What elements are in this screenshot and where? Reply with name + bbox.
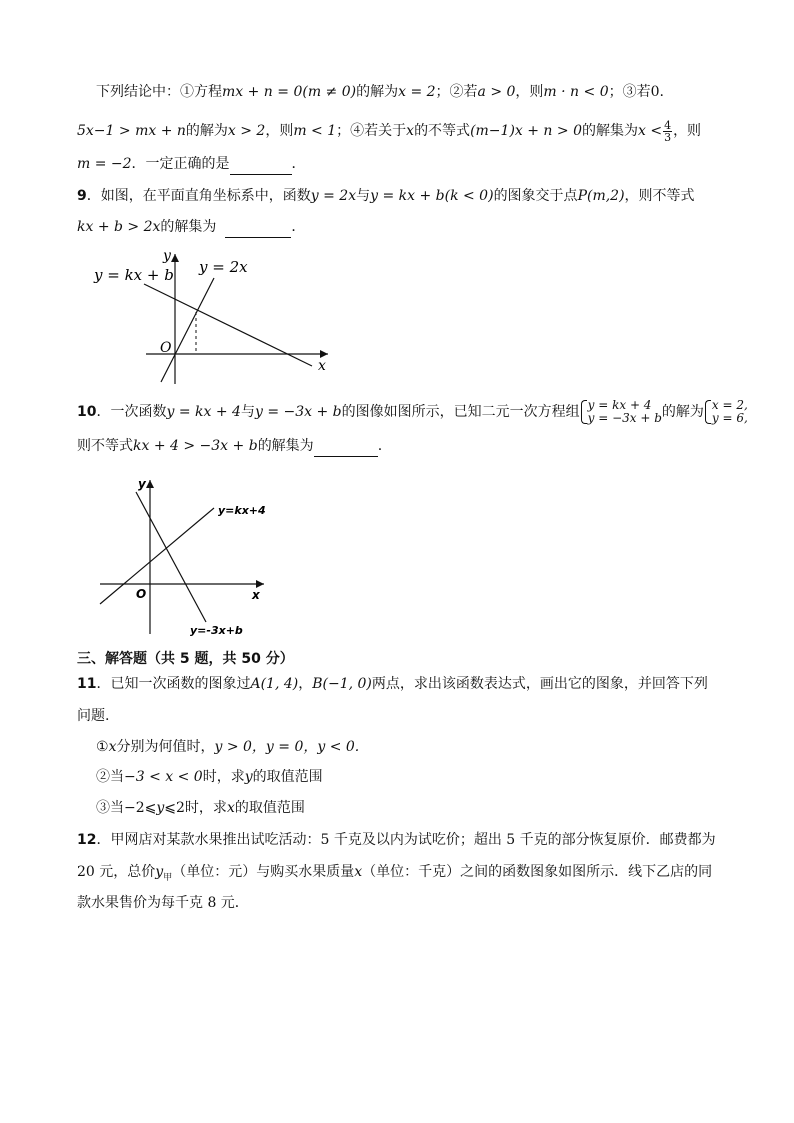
q11-text: 两点，求出该函数表达式，画出它的图象，并回答下列 [371,676,708,692]
q10-inequality: kx + 4 > −3x + b [133,438,258,454]
q8-line2 [77,118,701,144]
q9-text: 与 [356,188,371,204]
q10-text: . [377,438,383,454]
q11-variable: y [156,800,165,816]
origin-label: O [160,340,172,356]
fraction-denominator: 3 [664,130,672,144]
q11-item-3 [96,798,305,818]
q9-text: ，则不等式 [624,188,695,204]
answer-blank[interactable] [230,154,292,175]
q8-text: ；②若 [435,84,478,100]
q10-text: 的解集为 [257,438,314,454]
axis-x-label: x [252,588,260,602]
q10-text: 则不等式 [77,438,133,454]
q10-function-2: y = −3x + b [254,404,342,420]
label-kx-plus-4: y=kx+4 [218,504,266,517]
axis-y-label: y [163,250,171,264]
line-minus-3x-plus-b [136,492,206,622]
q12-subscript: 甲 [163,872,173,883]
question-number: 12 [77,832,97,848]
q8-text: 下列结论中：①方程 [96,84,222,100]
q11-variable: x [226,800,235,816]
solution-system [704,399,748,425]
x-axis-arrow [320,350,328,358]
q8-solution: x = 2 [398,84,436,100]
q8-text: ． [291,156,306,172]
q8-condition: a > 0 [477,84,516,100]
x-axis-arrow [256,580,264,588]
q8-text: 的解为 [185,123,228,139]
system-eq-2: y = −3x + b [587,411,662,425]
label-minus-3x-plus-b: y=-3x+b [190,624,243,637]
q11-text: ， [298,676,313,692]
q12-text: 20 元，总价 [77,864,156,880]
q10-text: 的解为 [661,404,704,420]
q11-range: −3 < x < 0 [124,769,203,785]
q10-text: 与 [240,404,255,420]
q10-text: 的图像如图所示，已知二元一次方程组 [341,404,580,420]
q8-text: ，则 [515,84,544,100]
q11-text: ②当 [96,769,124,785]
q8-inequality: 5x−1 > mx + n [77,123,186,139]
point-a: A(1, 4) [250,676,299,692]
equation-system [580,399,662,425]
q8-value: m = −2 [77,156,132,172]
q12-text: ．甲网店对某款水果推出试吃活动：5 千克及以内为试吃价；超出 5 千克的部分恢复原价．邮费都为 [96,832,716,848]
q9-inequality: kx + b > 2x [77,219,161,235]
q8-line1 [96,82,664,102]
y-axis-arrow [146,480,154,488]
q8-x-less-than: x < [637,123,663,139]
question-number: 9 [77,188,87,204]
q11-item-1 [96,737,359,757]
section-title: 三、解答题（共 5 题，共 50 分） [77,651,294,667]
q8-text: 的解集为 [581,123,638,139]
line-2x [161,278,214,382]
q9-point: P(m,2) [577,188,625,204]
answer-blank[interactable] [314,436,378,457]
q11-text: ⩽2时，求 [164,800,227,816]
axis-x-label: x [318,358,326,374]
q8-text: ．一定正确的是 [131,156,230,172]
q11-conditions: y > 0，y = 0，y < 0. [214,739,360,755]
q12-line1 [77,830,716,850]
q10-line1 [77,398,748,426]
q11-variable: y [244,769,253,785]
q10-function-1: y = kx + 4 [166,404,241,420]
label-2x: y = 2x [199,258,248,276]
q11-text: 时，求 [202,769,245,785]
q12-line2 [77,862,712,888]
label-kx-plus-b: y = kx + b [94,266,174,284]
y-axis-arrow [171,254,179,262]
q8-result: m < 1 [293,123,337,139]
q10-text: ．一次函数 [96,404,167,420]
q9-text: 的解集为 [160,219,217,235]
q9-function-1: y = 2x [310,188,357,204]
q12-variable: x [354,864,363,880]
q8-text: ；③若0. [608,84,664,100]
axis-y-label: y [138,477,146,491]
q11-text: ③当−2⩽ [96,800,157,816]
q8-text: ，则 [265,123,294,139]
q8-inequality-2: (m−1)x + n > 0 [470,123,582,139]
q11-text: 的取值范围 [252,769,323,785]
item-marker: ① [96,739,109,755]
q8-line3 [77,154,306,175]
q8-text: ，则 [673,123,702,139]
q8-solution: x > 2 [227,123,266,139]
origin-label: O [136,587,147,601]
q11-text: 分别为何值时， [116,739,215,755]
q8-fraction [663,120,672,143]
q10-line2 [77,436,382,457]
answer-blank[interactable] [225,217,291,238]
solution-x: x = 2, [711,398,748,412]
q12-text: （单位：元）与购买水果质量 [172,864,355,880]
fraction-numerator: 4 [664,118,672,132]
system-eq-1: y = kx + 4 [587,398,652,412]
q9-text: ．如图，在平面直角坐标系中，函数 [86,188,311,204]
q9-text: ． [291,219,306,235]
q12-variable: y [155,864,164,880]
q11-text: 的取值范围 [234,800,305,816]
q8-equation: mx + n = 0(m ≠ 0) [222,84,357,100]
q9-text: 的图象交于点 [493,188,578,204]
q8-text: ；④若关于 [336,123,407,139]
q10-graph [96,474,276,640]
q8-text: 的不等式 [414,123,471,139]
q11-variable: x [108,739,117,755]
point-b: B(−1, 0) [312,676,372,692]
q12-line3: 款水果售价为每千克 8 元． [77,895,249,911]
q11-text: ．已知一次函数的图象过 [96,676,251,692]
q8-result: m · n < 0 [543,84,609,100]
q11-item-2 [96,767,323,787]
solution-y: y = 6, [711,411,748,425]
q9-function-2: y = kx + b(k < 0) [370,188,494,204]
q11-line2: 问题. [77,708,110,724]
q8-text: 的解为 [356,84,399,100]
question-number: 11 [77,676,97,692]
line-kx-plus-4 [100,508,214,604]
q11-line1 [77,674,708,694]
q12-text: （单位：千克）之间的函数图象如图所示．线下乙店的同 [362,864,713,880]
q9-line1 [77,186,695,206]
q9-graph [86,250,336,390]
q9-line2 [77,217,305,238]
question-number: 10 [77,404,97,420]
q8-variable: x [406,123,415,139]
